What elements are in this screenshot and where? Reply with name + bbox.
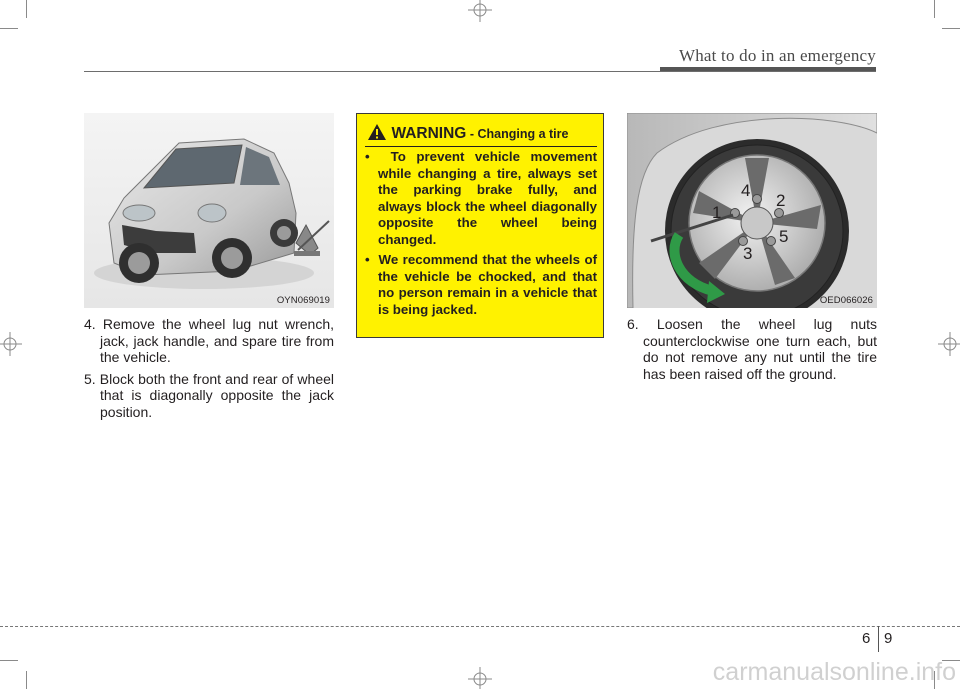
registration-mark-right — [938, 330, 960, 358]
warning-heading — [365, 123, 568, 145]
step-item: 6. Loosen the wheel lug nuts counterclockwise one turn each, but do not remove any nut until the tire has been raised off the ground. — [627, 316, 877, 382]
car-illustration — [84, 113, 334, 308]
lug-label: 5 — [779, 227, 789, 246]
warning-bullet: • To prevent vehicle movement while changing a tire, always set the parking brake fully, and always block the wheel diagonally opposite the wheel being changed. — [365, 149, 597, 247]
step-item: 4. Remove the wheel lug nut wrench, jack, jack handle, and spare tire from the vehicle. — [84, 316, 334, 365]
warning-divider — [365, 146, 597, 147]
figure-code: OYN069019 — [276, 295, 330, 306]
watermark: carmanualsonline.info — [712, 658, 956, 686]
warning-bullet-text: We recommend that the wheels of the vehicle be chocked, and that no person remain in a vehicle that is being jacked. — [378, 252, 597, 317]
crop-mark — [934, 0, 935, 18]
crop-mark — [942, 28, 960, 29]
warning-bullet-text: To prevent vehicle movement while changing a tire, always set the parking brake fully, and always block the wheel diagonally opposite the wheel being changed. — [378, 149, 597, 247]
warning-bullet: • We recommend that the wheels of the vehicle be chocked, and that no person remain in a vehicle that is being jacked. — [365, 252, 597, 317]
crop-mark — [26, 0, 27, 18]
registration-mark-bottom — [466, 667, 494, 689]
steps-list-right — [627, 316, 877, 387]
crop-mark — [0, 28, 18, 29]
figure-wheel-lug-nuts — [627, 113, 877, 308]
page-number: 9 — [884, 630, 893, 647]
registration-mark-top — [466, 0, 494, 22]
crop-mark — [26, 671, 27, 689]
figure-code: OED066026 — [819, 295, 873, 306]
step-item: 5. Block both the front and rear of wheel that is diagonally opposite the jack position. — [84, 370, 334, 420]
warning-triangle-icon — [367, 123, 387, 141]
chapter-number: 6 — [862, 630, 871, 647]
header-rule — [84, 71, 876, 72]
warning-label: WARNING — [391, 125, 467, 142]
registration-mark-left — [0, 330, 22, 358]
section-title: What to do in an emergency — [678, 46, 876, 65]
lug-label: 1 — [712, 203, 722, 222]
page-number-divider — [878, 626, 879, 652]
warning-list — [365, 149, 597, 322]
warning-subtitle: - Changing a tire — [466, 127, 569, 141]
crop-mark — [0, 660, 18, 661]
lug-label: 3 — [743, 244, 753, 263]
footer-rule — [0, 626, 960, 627]
lug-label: 4 — [741, 181, 751, 200]
figure-car-jack — [84, 113, 334, 308]
wheel-illustration — [627, 113, 877, 308]
steps-list-left — [84, 316, 334, 425]
warning-box — [356, 113, 604, 338]
lug-label: 2 — [776, 191, 786, 210]
